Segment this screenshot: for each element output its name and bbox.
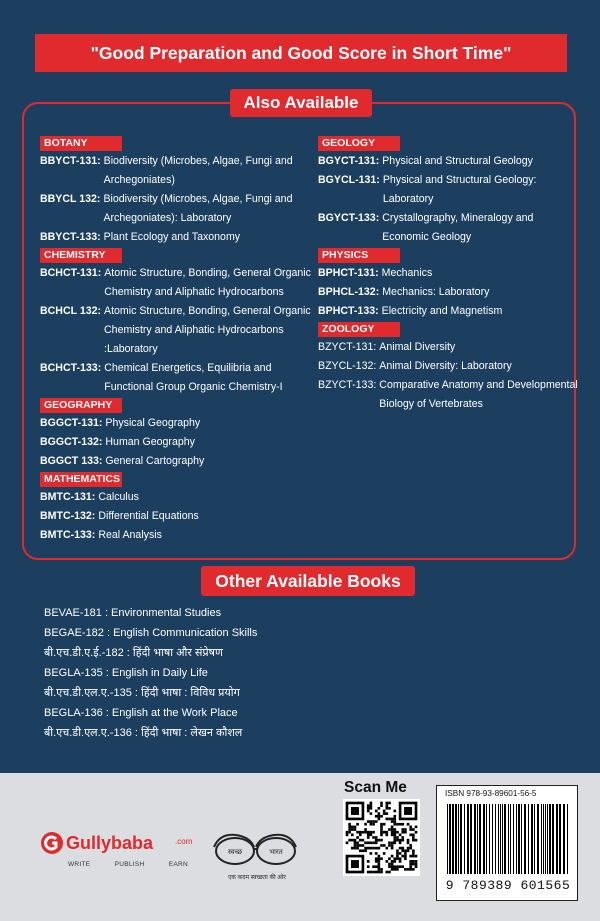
book-title: Mechanics: Laboratory	[382, 286, 490, 298]
other-book-item: बी.एच.डी.ए.ई.-182 : हिंदी भाषा और संप्रेषण	[44, 647, 223, 659]
category-label: GEOLOGY	[318, 136, 400, 151]
category-label: BOTANY	[40, 136, 122, 151]
swachh-caption: एक कदम स्वच्छता की ओर	[228, 875, 286, 881]
book-code: BPHCL-132:	[318, 286, 380, 298]
other-books-list	[44, 603, 464, 743]
other-book-item: BEVAE-181 : Environmental Studies	[44, 607, 222, 619]
book-code: BCHCL 132:	[40, 305, 102, 317]
book-item	[40, 414, 320, 433]
book-title: Real Analysis	[98, 529, 162, 541]
book-code: BGYCL-131:	[318, 174, 380, 186]
logo-tagline	[68, 861, 188, 868]
book-code: BZYCT-133:	[318, 379, 377, 391]
logo-word: WRITE	[68, 861, 91, 868]
gullybaba-logo	[40, 831, 200, 879]
book-title: Plant Ecology and Taxonomy	[103, 231, 241, 243]
book-code: BMTC-133:	[40, 529, 96, 541]
book-item	[40, 526, 320, 545]
book-title: Chemical Energetics, Equilibria and Functional Group Organic Chemistry-I	[104, 362, 283, 393]
book-code: BCHCT-133:	[40, 362, 102, 374]
qr-code-icon[interactable]	[343, 799, 420, 876]
category-label: CHEMISTRY	[40, 248, 122, 263]
book-code: BGGCT-132:	[40, 436, 103, 448]
book-title: Mechanics	[381, 267, 433, 279]
book-code: BCHCT-131:	[40, 267, 102, 279]
barcode-digits: 9 789389 601565	[445, 878, 571, 893]
other-book-item: बी.एच.डी.एल.ए.-136 : हिंदी भाषा : लेखन कौशल	[44, 727, 243, 739]
scan-me-label: Scan Me	[344, 779, 407, 796]
logo-word: PUBLISH	[114, 861, 145, 868]
barcode-icon	[443, 804, 573, 874]
category-label: MATHEMATICS	[40, 472, 122, 487]
book-item	[318, 171, 580, 209]
isbn-barcode-box	[436, 785, 578, 901]
book-item	[40, 264, 320, 302]
book-code: BGGCT-131:	[40, 417, 103, 429]
other-book-item: BEGLA-136 : English at the Work Place	[44, 707, 238, 719]
book-code: BGGCT 133:	[40, 455, 103, 467]
book-item	[318, 338, 580, 357]
book-code: BBYCT-133:	[40, 231, 101, 243]
swachh-right-text: भारत	[269, 849, 283, 856]
book-title: Physical and Structural Geology: Laboratory	[382, 174, 537, 205]
book-item	[40, 433, 320, 452]
book-code: BPHCT-133:	[318, 305, 379, 317]
book-code: BBYCL 132:	[40, 193, 101, 205]
book-title: Animal Diversity	[379, 341, 456, 353]
book-item	[40, 190, 320, 228]
book-title: Animal Diversity: Laboratory	[379, 360, 512, 372]
book-item	[40, 507, 320, 526]
swachh-left-text: स्वच्छ	[227, 849, 243, 856]
book-code: BGYCT-131:	[318, 155, 380, 167]
category-label: ZOOLOGY	[318, 322, 400, 337]
book-title: Atomic Structure, Bonding, General Organic Chemistry and Aliphatic Hydrocarbons :Laboratory	[104, 305, 311, 355]
book-title: Crystallography, Mineralogy and Economic Geology	[382, 212, 534, 243]
book-item	[40, 488, 320, 507]
book-title: Human Geography	[105, 436, 195, 448]
book-title: Biodiversity (Microbes, Algae, Fungi and Archegoniates): Laboratory	[103, 193, 293, 224]
isbn-number: ISBN 978-93-89601-56-5	[445, 789, 537, 798]
also-available-heading: Also Available	[230, 89, 372, 117]
book-code: BPHCT-131:	[318, 267, 379, 279]
other-book-item: BEGAE-182 : English Communication Skills	[44, 627, 258, 639]
book-item	[40, 152, 320, 190]
book-code: BZYCT-131:	[318, 341, 377, 353]
tagline-banner: "Good Preparation and Good Score in Short Time"	[35, 34, 567, 72]
book-item	[318, 264, 580, 283]
book-code: BMTC-132:	[40, 510, 96, 522]
book-code: BGYCT-133:	[318, 212, 380, 224]
book-title: Atomic Structure, Bonding, General Organic Chemistry and Aliphatic Hydrocarbons	[104, 267, 311, 298]
book-title: Calculus	[98, 491, 139, 503]
gullybaba-logo-icon	[40, 831, 64, 855]
other-books-heading: Other Available Books	[201, 566, 415, 596]
book-item	[318, 152, 580, 171]
category-label: GEOGRAPHY	[40, 398, 122, 413]
book-item	[318, 302, 580, 321]
book-title: Differential Equations	[98, 510, 199, 522]
book-title: Physical and Structural Geology	[382, 155, 533, 167]
right-column	[318, 135, 580, 414]
book-item	[318, 209, 580, 247]
left-column	[40, 135, 320, 545]
book-item	[40, 359, 320, 397]
other-book-item: BEGLA-135 : English in Daily Life	[44, 667, 208, 679]
book-title: Electricity and Magnetism	[381, 305, 503, 317]
book-item	[40, 228, 320, 247]
logo-suffix: .com	[175, 837, 193, 846]
logo-name: Gullybaba	[66, 833, 154, 853]
footer	[0, 773, 600, 921]
category-label: PHYSICS	[318, 248, 400, 263]
book-code: BZYCL-132:	[318, 360, 377, 372]
book-item	[318, 357, 580, 376]
book-title: Comparative Anatomy and Developmental Biology of Vertebrates	[379, 379, 578, 410]
book-title: General Cartography	[105, 455, 205, 467]
logo-word: EARN	[168, 861, 188, 868]
book-title: Biodiversity (Microbes, Algae, Fungi and Archegoniates)	[103, 155, 293, 186]
book-code: BMTC-131:	[40, 491, 96, 503]
other-book-item: बी.एच.डी.एल.ए.-135 : हिंदी भाषा : विविध प्रयोग	[44, 687, 240, 699]
book-item	[40, 452, 320, 471]
book-title: Physical Geography	[105, 417, 201, 429]
book-code: BBYCT-131:	[40, 155, 101, 167]
book-item	[318, 283, 580, 302]
book-item	[318, 376, 580, 414]
book-item	[40, 302, 320, 359]
